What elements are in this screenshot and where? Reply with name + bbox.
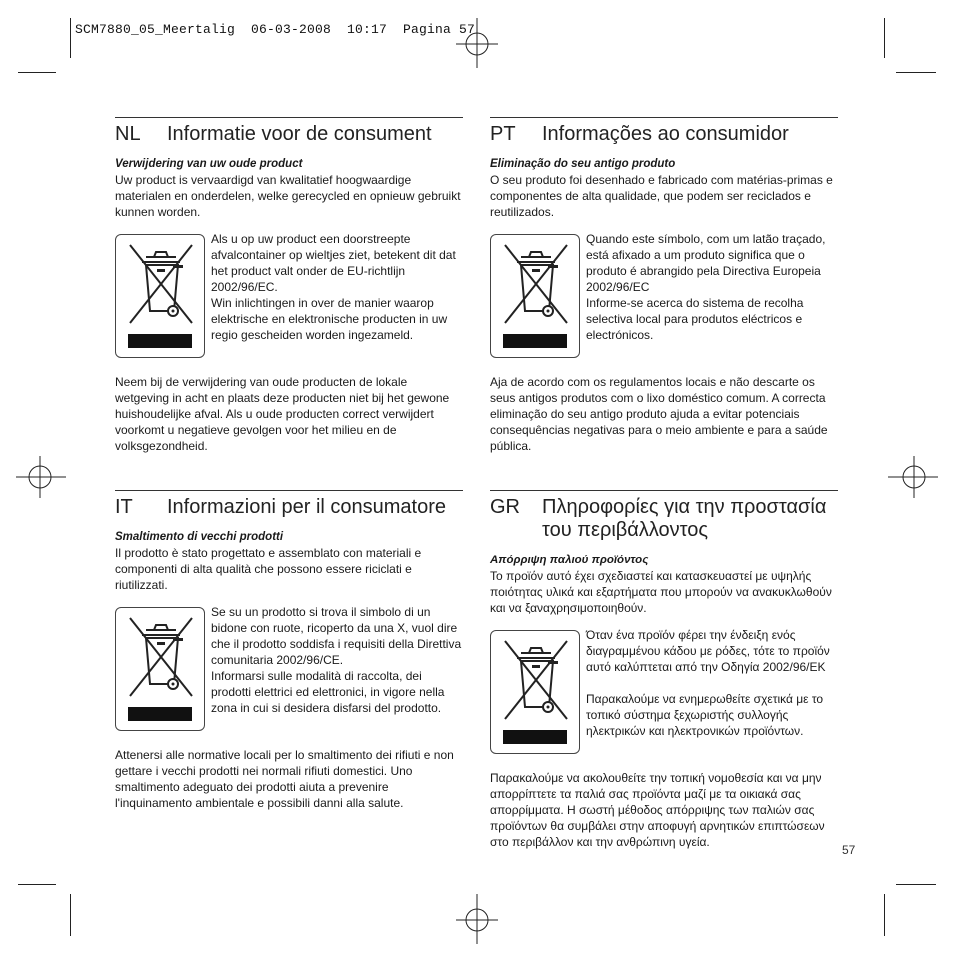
symbol-text (211, 604, 463, 731)
subheading: Verwijdering van uw oude product (115, 158, 303, 170)
symbol-text (586, 627, 838, 754)
weee-block (115, 607, 463, 731)
section-gr (490, 490, 838, 850)
symbol-paragraph: Win inlichtingen in over de manier waarop elektrische en elektronische producten in uw regio gescheiden worden ingezameld. (211, 296, 448, 342)
subheading: Smaltimento di vecchi prodotti (115, 531, 284, 543)
section-heading (490, 123, 838, 146)
symbol-paragraph: Παρακαλούμε να ενημερωθείτε σχετικά με το τοπικό σύστημα ξεχωριστής συλλογής ηλεκτρικών και ηλεκτρονικών προϊόντων. (586, 692, 824, 738)
subheading: Απόρριψη παλιού προϊόντος (490, 554, 649, 566)
registration-mark-icon (888, 456, 938, 498)
section-title: Informatie voor de consument (167, 123, 432, 145)
divider (490, 117, 838, 118)
section-it (115, 490, 463, 811)
divider (115, 117, 463, 118)
crossed-bin-icon (490, 234, 580, 358)
crop-mark (884, 894, 885, 936)
weee-block (115, 234, 463, 358)
registration-mark-icon (456, 894, 498, 944)
section-nl (115, 117, 463, 454)
intro-paragraph: Uw product is vervaardigd van kwalitatief hoogwaardige materialen en onderdelen, welke gerecycled en opnieuw gebruikt kunnen worden. (115, 173, 461, 219)
language-code: PT (490, 123, 516, 145)
subheading: Eliminação do seu antigo produto (490, 158, 676, 170)
crop-mark (884, 18, 885, 58)
intro-paragraph: O seu produto foi desenhado e fabricado com matérias-primas e componentes de alta qualidade, que podem ser reciclados e reutilizados. (490, 173, 833, 219)
intro-paragraph: Το προϊόν αυτό έχει σχεδιαστεί και κατασκευαστεί με υψηλής ποιότητας υλικά και εξαρτήματα που μπορούν να ανακυκλωθούν και να ξαναχρησιμοποιηθούν. (490, 569, 832, 615)
section-heading (115, 123, 463, 146)
language-code: IT (115, 496, 133, 518)
crop-mark (896, 72, 936, 73)
intro-paragraph: Il prodotto è stato progettato e assemblato con materiali e componenti di alta qualità che possono essere riciclati e riutilizzati. (115, 546, 422, 592)
weee-block (490, 630, 838, 754)
symbol-paragraph: Se su un prodotto si trova il simbolo di un bidone con ruote, ricoperto da una X, vuol dire che il prodotto soddisfa i requisiti della Direttiva comunitaria 2002/96/CE. (211, 605, 462, 667)
crop-mark (70, 894, 71, 936)
crop-mark (896, 884, 936, 885)
section-heading (490, 496, 838, 542)
crop-mark (18, 884, 56, 885)
symbol-text (586, 231, 838, 358)
symbol-paragraph: Informe-se acerca do sistema de recolha selectiva local para produtos eléctricos e electrónicos. (586, 296, 804, 342)
divider (490, 490, 838, 491)
divider (115, 490, 463, 491)
section-heading (115, 496, 463, 519)
symbol-text (211, 231, 463, 358)
language-code: NL (115, 123, 141, 145)
crossed-bin-icon (115, 607, 205, 731)
section-title: Informazioni per il consumatore (167, 496, 447, 518)
weee-block (490, 234, 838, 358)
symbol-paragraph: Quando este símbolo, com um latão traçado, está afixado a um produto significa que o produto é abrangido pela Directiva Europeia 2002/96/EC (586, 232, 826, 294)
outro-paragraph: Neem bij de verwijdering van oude producten de lokale wetgeving in acht en plaats deze producten niet bij het gewone huishoudelijke afval. Als u oude producten correct verwijdert voorkomt u negatieve gevolgen voor het milieu en de volksgezondheid. (115, 375, 450, 453)
outro-paragraph: Aja de acordo com os regulamentos locais e não descarte os seus antigos produtos com o lixo doméstico comum. A correcta eliminação do seu antigo produto ajuda a evitar potenciais consequências negativas para o meio ambiente e para a saúde pública. (490, 375, 828, 453)
language-code: GR (490, 496, 520, 518)
crop-mark (18, 72, 56, 73)
crossed-bin-icon (490, 630, 580, 754)
print-slug: SCM7880_05_Meertalig 06-03-2008 10:17 Pagina 57 (75, 22, 476, 37)
outro-paragraph: Attenersi alle normative locali per lo smaltimento dei rifiuti e non gettare i vecchi prodotti nei normali rifiuti domestici. Uno smaltimento adeguato dei prodotti aiuta a prevenire l'inquinamento ambientale e possibili danni alla salute. (115, 748, 454, 810)
crossed-bin-icon (115, 234, 205, 358)
symbol-paragraph: Informarsi sulle modalità di raccolta, dei prodotti elettrici ed elettronici, in vigore nella zona in cui si desidera disfarsi del prodotto. (211, 669, 445, 715)
section-pt (490, 117, 838, 454)
section-title: Πληροφορίες για την προστασία του περιβάλλοντος (542, 496, 827, 541)
crop-mark (70, 18, 71, 58)
section-title: Informações ao consumidor (542, 123, 789, 145)
symbol-paragraph: Als u op uw product een doorstreepte afvalcontainer op wieltjes ziet, betekent dit dat het product valt onder de EU-richtlijn 2002/96/EC. (211, 232, 456, 294)
page-number: 57 (842, 843, 856, 857)
registration-mark-icon (16, 456, 66, 498)
outro-paragraph: Παρακαλούμε να ακολουθείτε την τοπική νομοθεσία και να μην απορρίπτετε τα παλιά σας προϊόντα μαζί με τα οικιακά σας απορρίμματα. Η σωστή μέθοδος απόρριψης των παλιών σας προϊόντων θα συμβάλει στην αποφυγή αρνητικών επιπτώσεων στο περιβάλλον και την ανθρώπινη υγεία. (490, 771, 825, 849)
symbol-paragraph: Όταν ένα προϊόν φέρει την ένδειξη ενός διαγραμμένου κάδου με ρόδες, τότε το προϊόν αυτό καλύπτεται από την Οδηγία 2002/96/ΕΚ (586, 628, 830, 674)
